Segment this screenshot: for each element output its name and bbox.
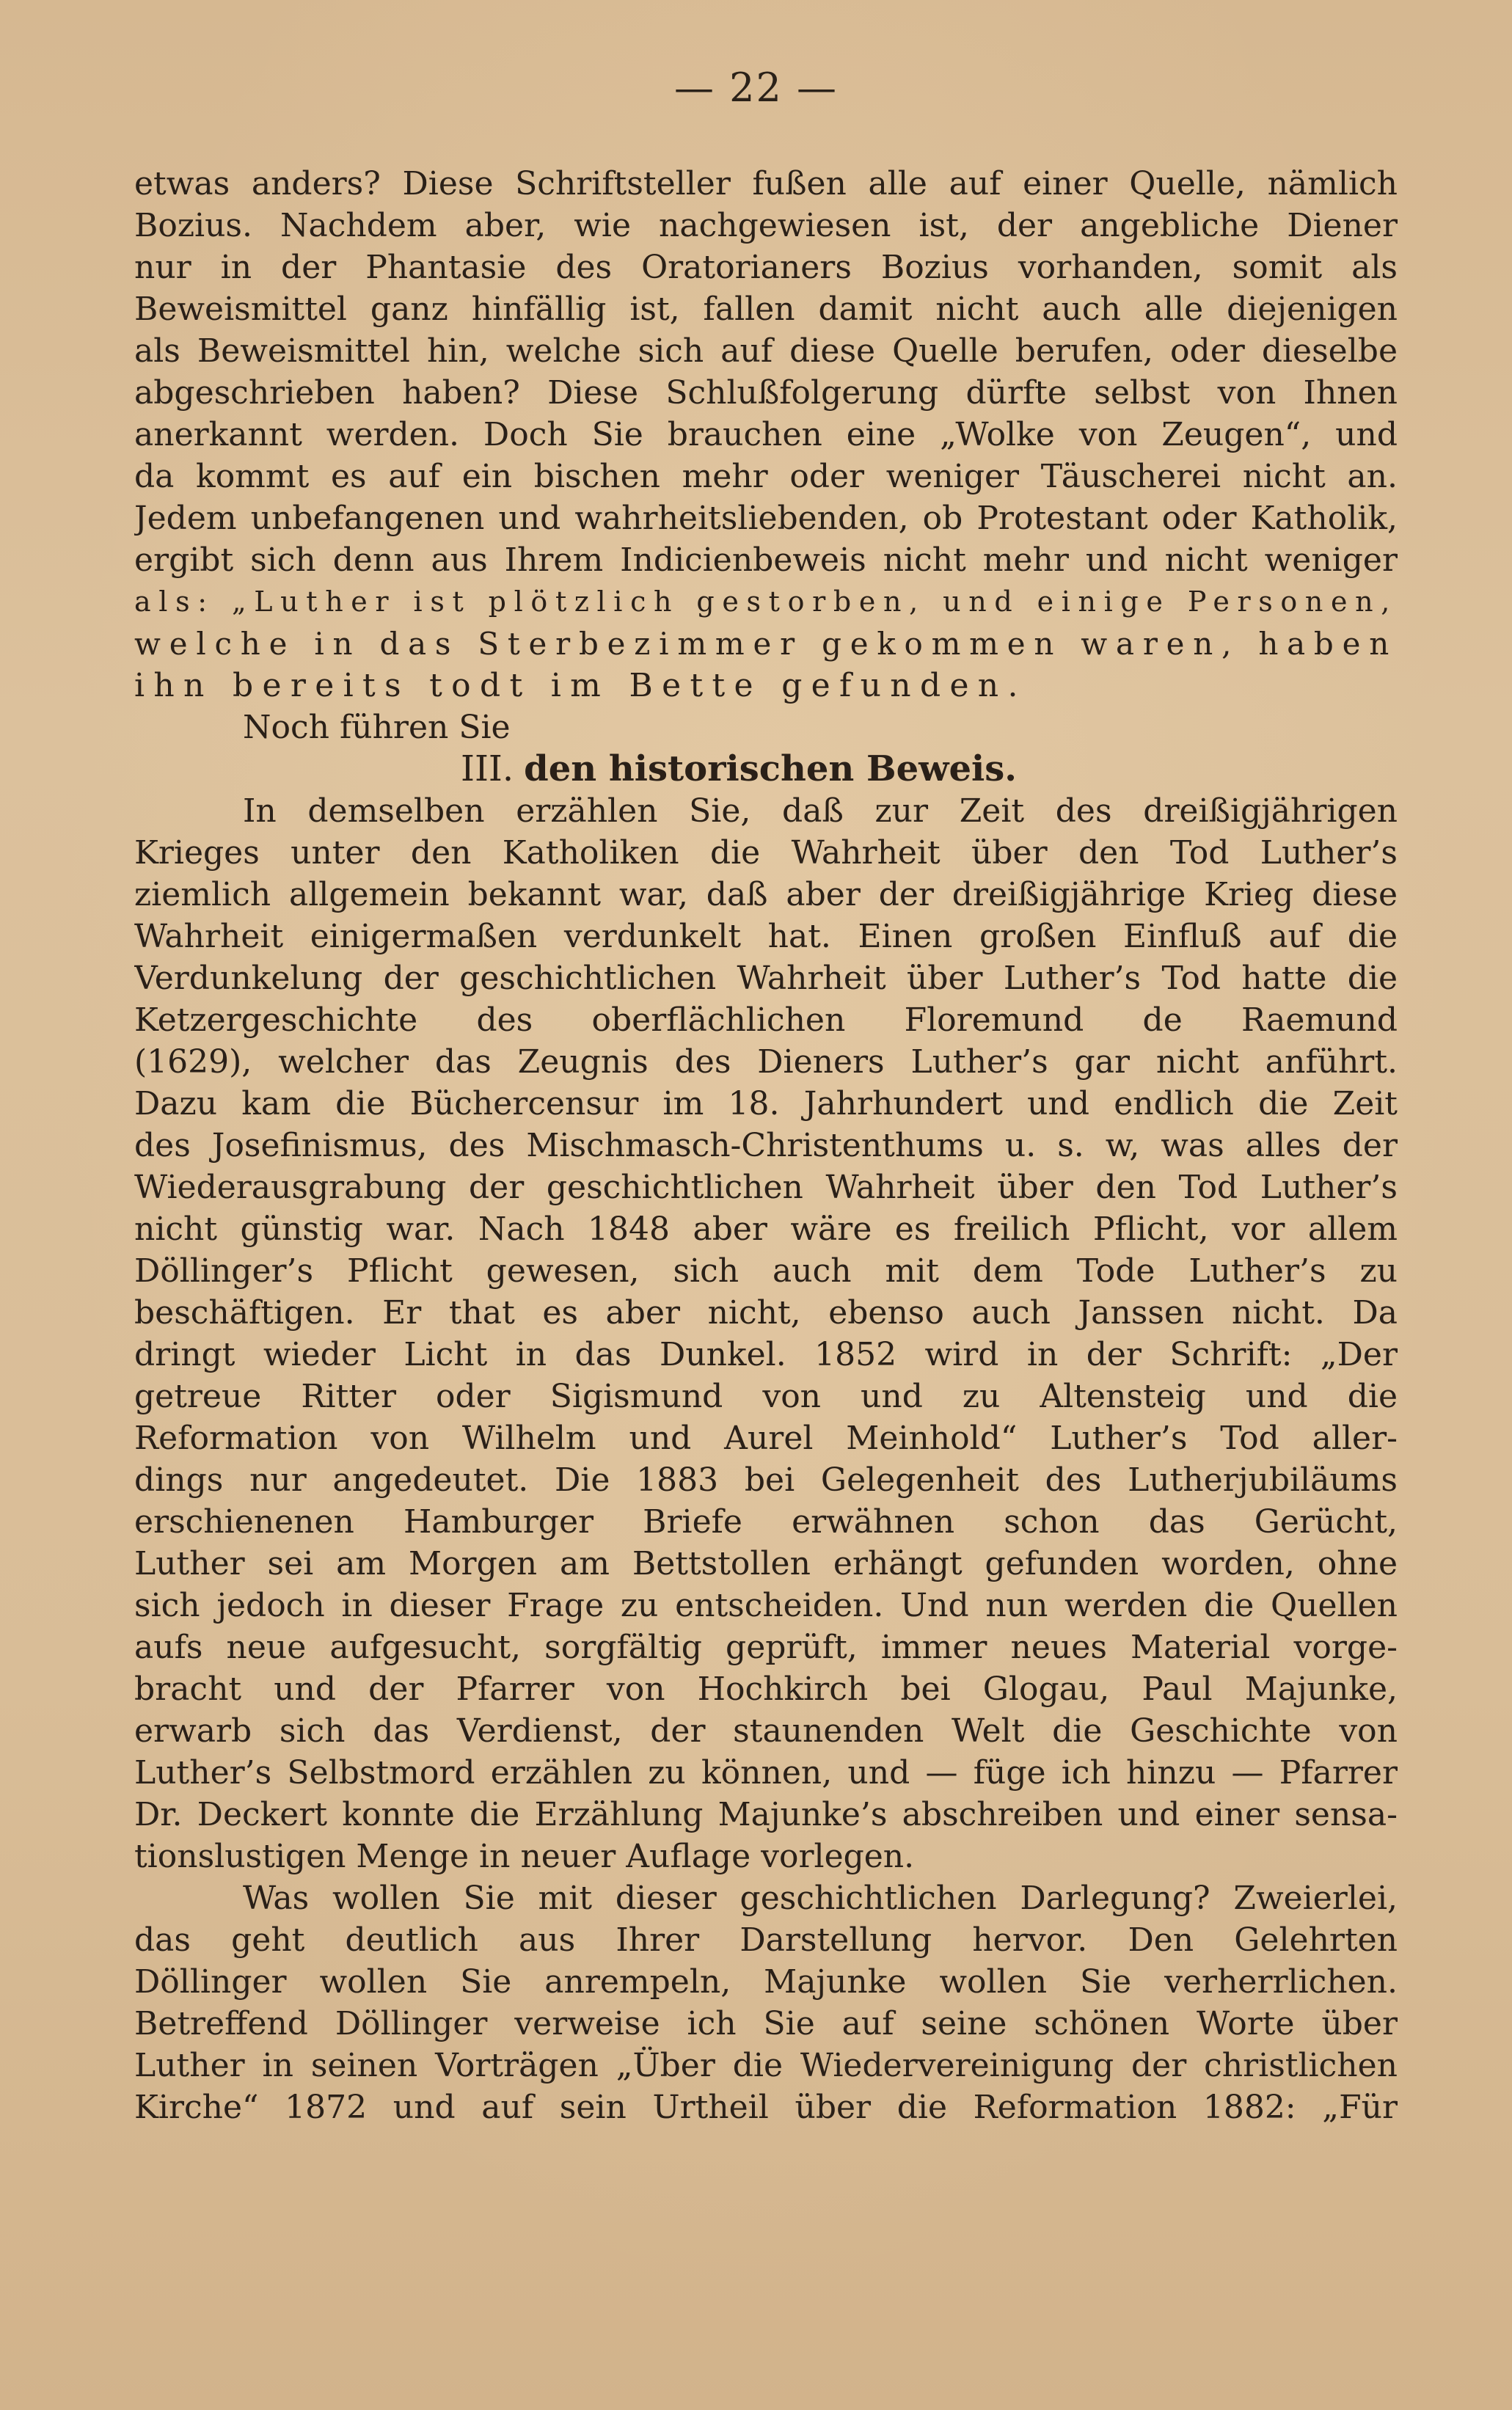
text-line: erwarb sich das Verdienst, der staunenden Welt die Geschichte von (134, 1712, 1398, 1750)
text-line: etwas anders? Diese Schriftsteller fußen alle auf einer Quelle, nämlich (134, 165, 1398, 202)
text-line: In demselben erzählen Sie, daß zur Zeit des dreißigjährigen (243, 792, 1398, 830)
text-line: Betreffend Döllinger verweise ich Sie auf seine schönen Worte über (134, 2005, 1398, 2042)
text-line: Luther’s Selbstmord erzählen zu können, und — füge ich hinzu — Pfarrer (134, 1754, 1398, 1792)
text-line: erschienenen Hamburger Briefe erwähnen schon das Gerücht, (134, 1503, 1398, 1541)
page-number: — 22 — (673, 65, 839, 111)
text-line-spaced: als: „Luther ist plötzlich gestorben, und einige Personen, (134, 585, 1398, 618)
text-line: Noch führen Sie (243, 709, 511, 746)
text-line: beschäftigen. Er that es aber nicht, ebenso auch Janssen nicht. Da (134, 1294, 1398, 1332)
text-line: nur in der Phantasie des Oratorianers Bozius vorhanden, somit als (134, 249, 1398, 286)
section-heading (134, 748, 1398, 790)
text-line: getreue Ritter oder Sigismund von und zu Altensteig und die (134, 1378, 1398, 1415)
text-line-spaced: ihn bereits todt im Bette gefunden. (134, 667, 1027, 704)
text-line: des Josefinismus, des Mischmasch-Christenthums u. s. w, was alles der (134, 1127, 1398, 1164)
text-line: Bozius. Nachdem aber, wie nachgewiesen ist, der angebliche Diener (134, 207, 1398, 244)
text-line: (1629), welcher das Zeugnis des Dieners Luther’s gar nicht anführt. (134, 1043, 1398, 1081)
text-line: anerkannt werden. Doch Sie brauchen eine „Wolke von Zeugen“, und (134, 416, 1398, 453)
body-text (134, 163, 1398, 2128)
text-line: Kirche“ 1872 und auf sein Urtheil über die Reformation 1882: „Für (134, 2089, 1398, 2126)
text-line: Ketzergeschichte des oberflächlichen Floremund de Raemund (134, 1001, 1398, 1039)
text-line: aufs neue aufgesucht, sorgfältig geprüft, immer neues Material vorge- (134, 1629, 1398, 1666)
text-line: Döllinger wollen Sie anrempeln, Majunke wollen Sie verherrlichen. (134, 1963, 1398, 2001)
text-line: tionslustigen Menge in neuer Auflage vorlegen. (134, 1838, 915, 1875)
text-line: bracht und der Pfarrer von Hochkirch bei Glogau, Paul Majunke, (134, 1670, 1398, 1708)
text-line: Dazu kam die Büchercensur im 18. Jahrhundert und endlich die Zeit (134, 1085, 1398, 1122)
text-line: Luther sei am Morgen am Bettstollen erhängt gefunden worden, ohne (134, 1545, 1398, 1582)
text-line: ziemlich allgemein bekannt war, daß aber der dreißigjährige Krieg diese (134, 876, 1398, 913)
text-line: abgeschrieben haben? Diese Schlußfolgerung dürfte selbst von Ihnen (134, 374, 1398, 412)
section-title: den historischen Beweis. (524, 748, 1017, 789)
text-line: da kommt es auf ein bischen mehr oder weniger Täuscherei nicht an. (134, 458, 1398, 495)
text-line: Krieges unter den Katholiken die Wahrheit über den Tod Luther’s (134, 834, 1398, 872)
text-line: das geht deutlich aus Ihrer Darstellung hervor. Den Gelehrten (134, 1921, 1398, 1959)
text-line: Wahrheit einigermaßen verdunkelt hat. Einen großen Einfluß auf die (134, 918, 1398, 955)
text-line: Döllinger’s Pflicht gewesen, sich auch mit dem Tode Luther’s zu (134, 1252, 1398, 1290)
text-line: nicht günstig war. Nach 1848 aber wäre es freilich Pflicht, vor allem (134, 1211, 1398, 1248)
text-line: ergibt sich denn aus Ihrem Indicienbeweis nicht mehr und nicht weniger (134, 541, 1398, 579)
section-numeral: III. (461, 748, 514, 789)
text-line: dringt wieder Licht in das Dunkel. 1852 wird in der Schrift: „Der (134, 1336, 1398, 1373)
text-line: sich jedoch in dieser Frage zu entscheiden. Und nun werden die Quellen (134, 1587, 1398, 1624)
text-line-spaced: welche in das Sterbezimmer gekommen waren, haben (134, 626, 1398, 662)
text-line: Wiederausgrabung der geschichtlichen Wahrheit über den Tod Luther’s (134, 1169, 1398, 1206)
text-line: Luther in seinen Vorträgen „Über die Wiedervereinigung der christlichen (134, 2047, 1398, 2084)
text-line: Was wollen Sie mit dieser geschichtlichen Darlegung? Zweierlei, (243, 1880, 1398, 1917)
text-line: Beweismittel ganz hinfällig ist, fallen damit nicht auch alle diejenigen (134, 291, 1398, 328)
text-line: Jedem unbefangenen und wahrheitsliebenden, ob Protestant oder Katholik, (134, 500, 1398, 537)
text-line: als Beweismittel hin, welche sich auf diese Quelle berufen, oder dieselbe (134, 332, 1398, 370)
text-line: Reformation von Wilhelm und Aurel Meinhold“ Luther’s Tod aller- (134, 1420, 1398, 1457)
text-line: dings nur angedeutet. Die 1883 bei Gelegenheit des Lutherjubiläums (134, 1461, 1398, 1499)
text-line: Verdunkelung der geschichtlichen Wahrheit über Luther’s Tod hatte die (134, 960, 1398, 997)
text-line: Dr. Deckert konnte die Erzählung Majunke’s abschreiben und einer sensa- (134, 1796, 1398, 1833)
